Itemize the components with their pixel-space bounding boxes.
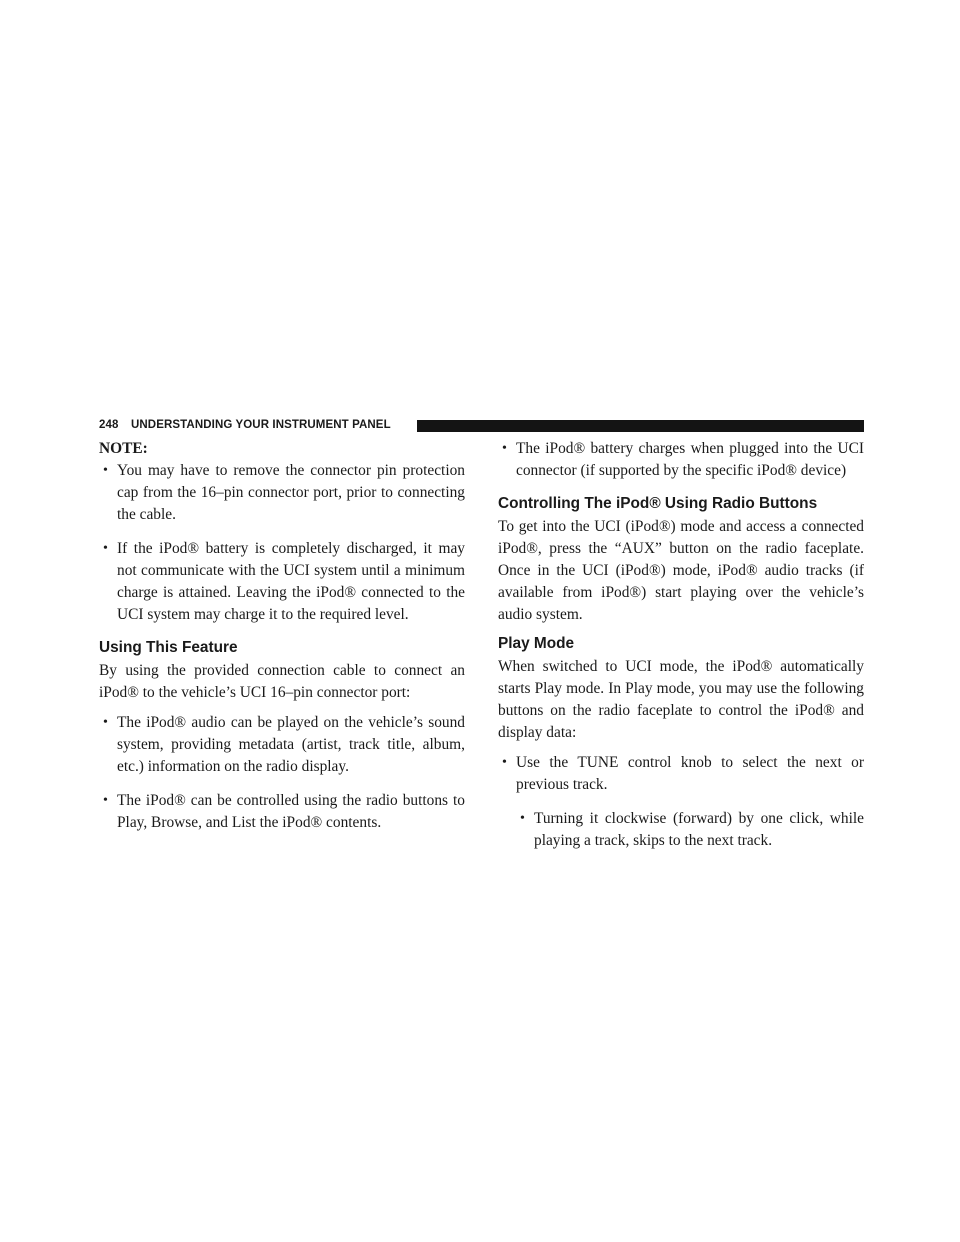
using-feature-intro: By using the provided connection cable to connect an iPod® to the vehicle’s UCI 16–pin connector port:	[99, 662, 465, 701]
bullet-glyph: •	[502, 441, 507, 456]
feature-bullet	[99, 790, 465, 834]
feature-bullet-text: The iPod® audio can be played on the vehicle’s sound system, providing metadata (artist, track title, album, etc.) information on the radio display.	[117, 714, 465, 775]
heading-play-mode: Play Mode	[498, 635, 575, 652]
page-number: 248	[99, 419, 119, 431]
bullet-glyph: •	[103, 541, 108, 556]
header-rule	[417, 420, 864, 432]
bullet-glyph: •	[502, 755, 507, 770]
play-mode-body: When switched to UCI mode, the iPod® automatically starts Play mode. In Play mode, you may use the following buttons on the radio faceplate to control the iPod® and display data:	[498, 658, 864, 741]
charging-bullet	[498, 438, 864, 482]
note-bullet	[99, 538, 465, 626]
play-mode-bullet-text: Use the TUNE control knob to select the next or previous track.	[516, 754, 864, 793]
feature-bullet	[99, 712, 465, 778]
note-label: NOTE:	[99, 440, 148, 457]
charging-bullet-text: The iPod® battery charges when plugged into the UCI connector (if supported by the specific iPod® device)	[516, 440, 864, 479]
play-mode-subbullet-text: Turning it clockwise (forward) by one click, while playing a track, skips to the next track.	[534, 810, 864, 849]
bullet-glyph: •	[103, 793, 108, 808]
bullet-glyph: •	[103, 463, 108, 478]
page-header	[99, 418, 864, 436]
note-bullet-text: You may have to remove the connector pin protection cap from the 16–pin connector port, prior to connecting the cable.	[117, 462, 465, 523]
feature-bullet-text: The iPod® can be controlled using the radio buttons to Play, Browse, and List the iPod® contents.	[117, 792, 465, 831]
left-column	[99, 438, 465, 846]
note-bullet	[99, 460, 465, 526]
play-mode-bullet	[498, 752, 864, 796]
note-bullet-text: If the iPod® battery is completely discharged, it may not communicate with the UCI system until a minimum charge is attained. Leaving the iPod® connected to the UCI system may charge it to the required level.	[117, 540, 465, 623]
section-title: UNDERSTANDING YOUR INSTRUMENT PANEL	[131, 419, 391, 431]
bullet-glyph: •	[103, 715, 108, 730]
right-column	[498, 438, 864, 864]
heading-using-this-feature: Using This Feature	[99, 639, 238, 656]
controlling-ipod-body: To get into the UCI (iPod®) mode and access a connected iPod®, press the “AUX” button on the radio faceplate. Once in the UCI (iPod®) mode, iPod® audio tracks (if available from iPod®) start playing over the vehicle’s audio system.	[498, 518, 864, 623]
bullet-glyph: •	[520, 811, 525, 826]
play-mode-subbullet	[516, 808, 864, 852]
heading-controlling-ipod: Controlling The iPod® Using Radio Buttons	[498, 495, 818, 512]
